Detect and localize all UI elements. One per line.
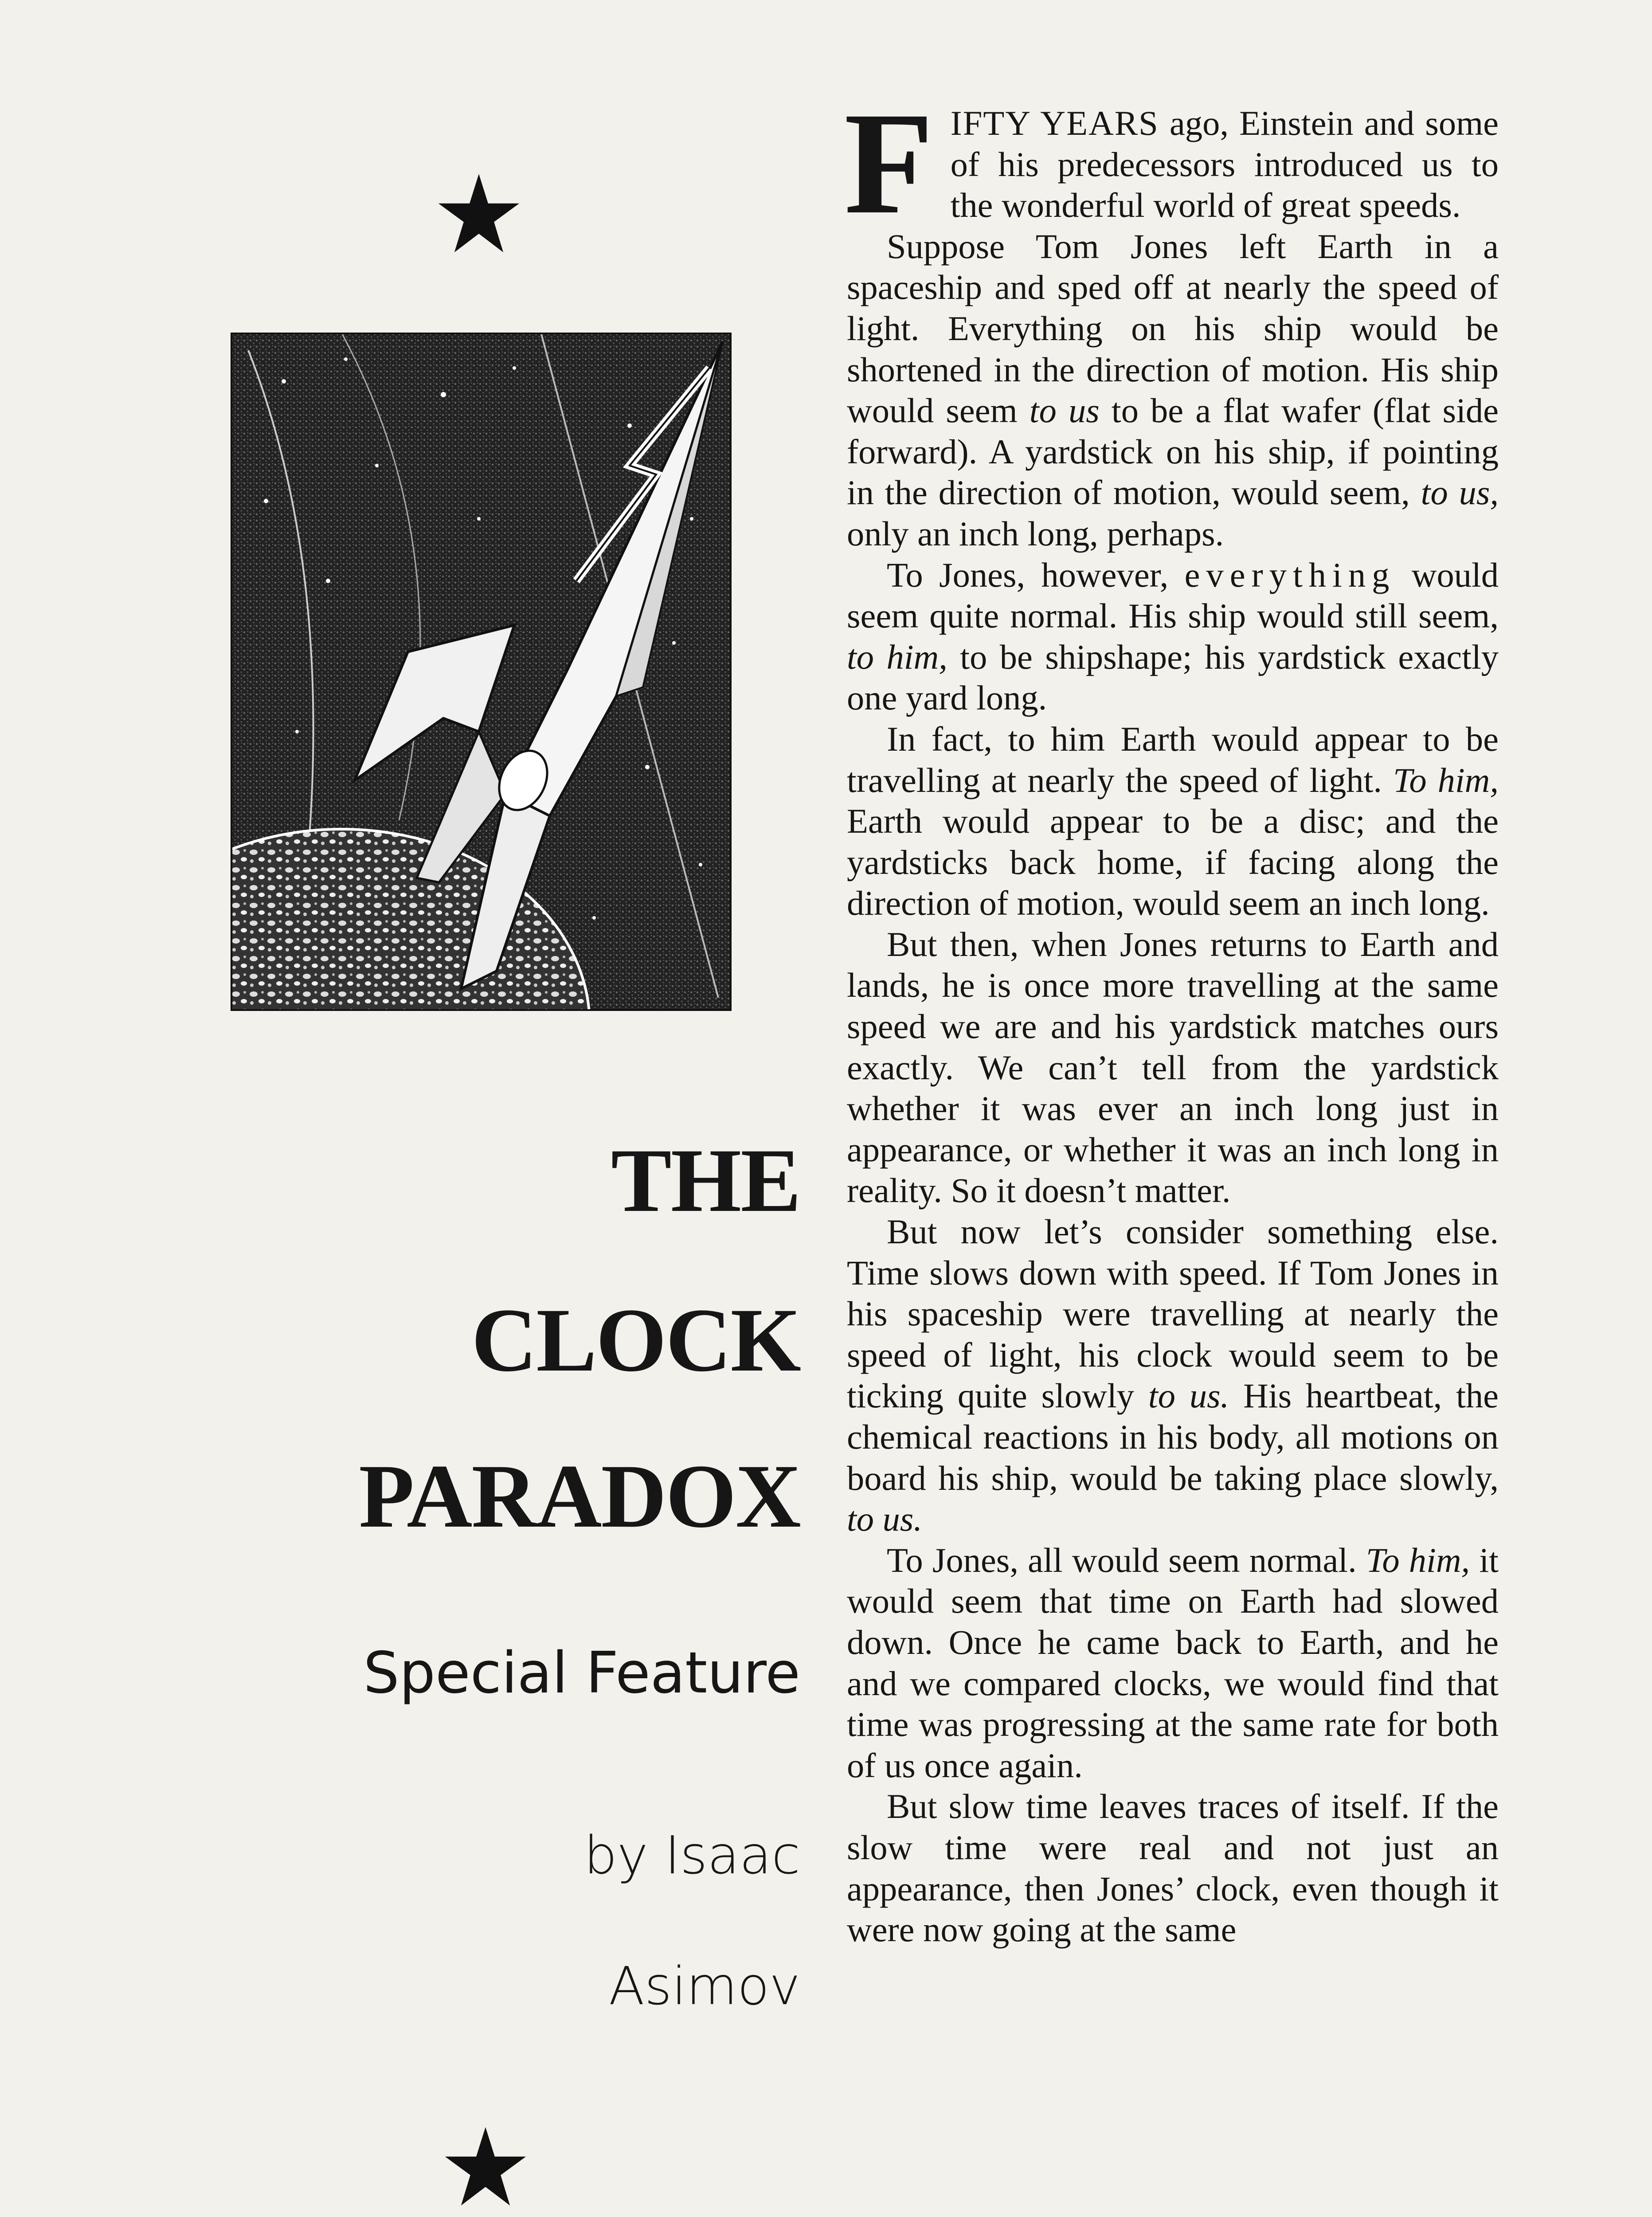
text-segment: to him, [847,637,947,676]
rocket-illustration [231,333,732,1011]
article-paragraph [847,555,1499,719]
text-segment: Suppose Tom Jones left Earth in a spaceship and sped off at nearly the speed of light. Everything on his ship would be shortened in the direction of motion. His ship would seem [847,227,1499,430]
text-segment: to us. [847,1500,923,1539]
title-block [310,1130,800,2057]
text-segment: IFTY YEARS [950,104,1159,142]
article-paragraph [847,226,1499,555]
title-line-1: THE [611,1130,800,1231]
text-segment: But then, when Jones returns to Earth and lands, he is once more travelling at the same speed we are and his yardstick matches ours exactly. We can’t tell from the yardstick whether it was ever an inch long just in appearance, or whether it was an inch long in reality. So it doesn’t matter. [847,924,1499,1210]
text-segment: to be shipshape; his yardstick exactly one yard long. [847,637,1499,717]
text-segment: Earth would appear to be a disc; and the yardsticks back home, if facing along the direction of motion, would seem an inch long. [847,802,1499,923]
text-segment: But slow time leaves traces of itself. If the slow time were real and not just an appearance, then Jones’ clock, even though it were now going at the same [847,1787,1499,1949]
text-segment: to us, [1421,473,1499,512]
text-segment: it would seem that time on Earth had slowed down. Once he came back to Earth, and he and we compared clocks, we would find that time was progressing at the same rate for both of us once again. [847,1540,1499,1785]
text-segment: His heartbeat, the chemical reactions in his body, all motions on board his ship, would be taking place slowly, [847,1376,1499,1497]
article-paragraph [847,1211,1499,1540]
star-icon-top [437,173,521,255]
text-segment: only an inch long, perhaps. [847,514,1224,553]
article-body [844,82,1499,1951]
title-line-2: CLOCK [471,1290,800,1391]
article-paragraph [844,82,1499,244]
article-paragraph [847,924,1499,1211]
article-paragraph [847,1786,1499,1950]
text-segment: to us. [1148,1376,1229,1415]
article-paragraph [847,1540,1499,1786]
byline-line-2: Asimov [609,1955,800,2017]
text-segment: In fact, to him Earth would appear to be travelling at nearly the speed of light. [847,719,1499,799]
text-segment: To Jones, all would seem normal. [887,1540,1366,1579]
text-segment: to us [1029,391,1100,430]
text-segment: To him, [1366,1540,1470,1579]
text-segment: ago, Einstein and some of his predecessors introduced us to the wonderful world of great speeds. [950,104,1499,225]
text-segment: everything [1184,555,1396,594]
title-line-3: PARADOX [359,1446,800,1547]
text-segment: To him, [1393,760,1499,799]
byline-line-1: by Isaac [583,1825,800,1886]
star-icon-bottom [443,2126,528,2208]
drop-cap: F [844,82,934,244]
text-segment: to be a flat wafer (flat side forward). A yardstick on his ship, if pointing in the direction of motion, would seem, [847,391,1499,512]
subtitle: Special Feature [363,1640,800,1706]
text-segment: But now let’s consider something else. Time slows down with speed. If Tom Jones in his spaceship were travelling at nearly the speed of light, his clock would seem to be ticking quite slowly [847,1212,1499,1415]
article-paragraph [847,719,1499,924]
text-segment: would seem quite normal. His ship would still seem, [847,555,1499,635]
text-segment: To Jones, however, [887,555,1185,594]
